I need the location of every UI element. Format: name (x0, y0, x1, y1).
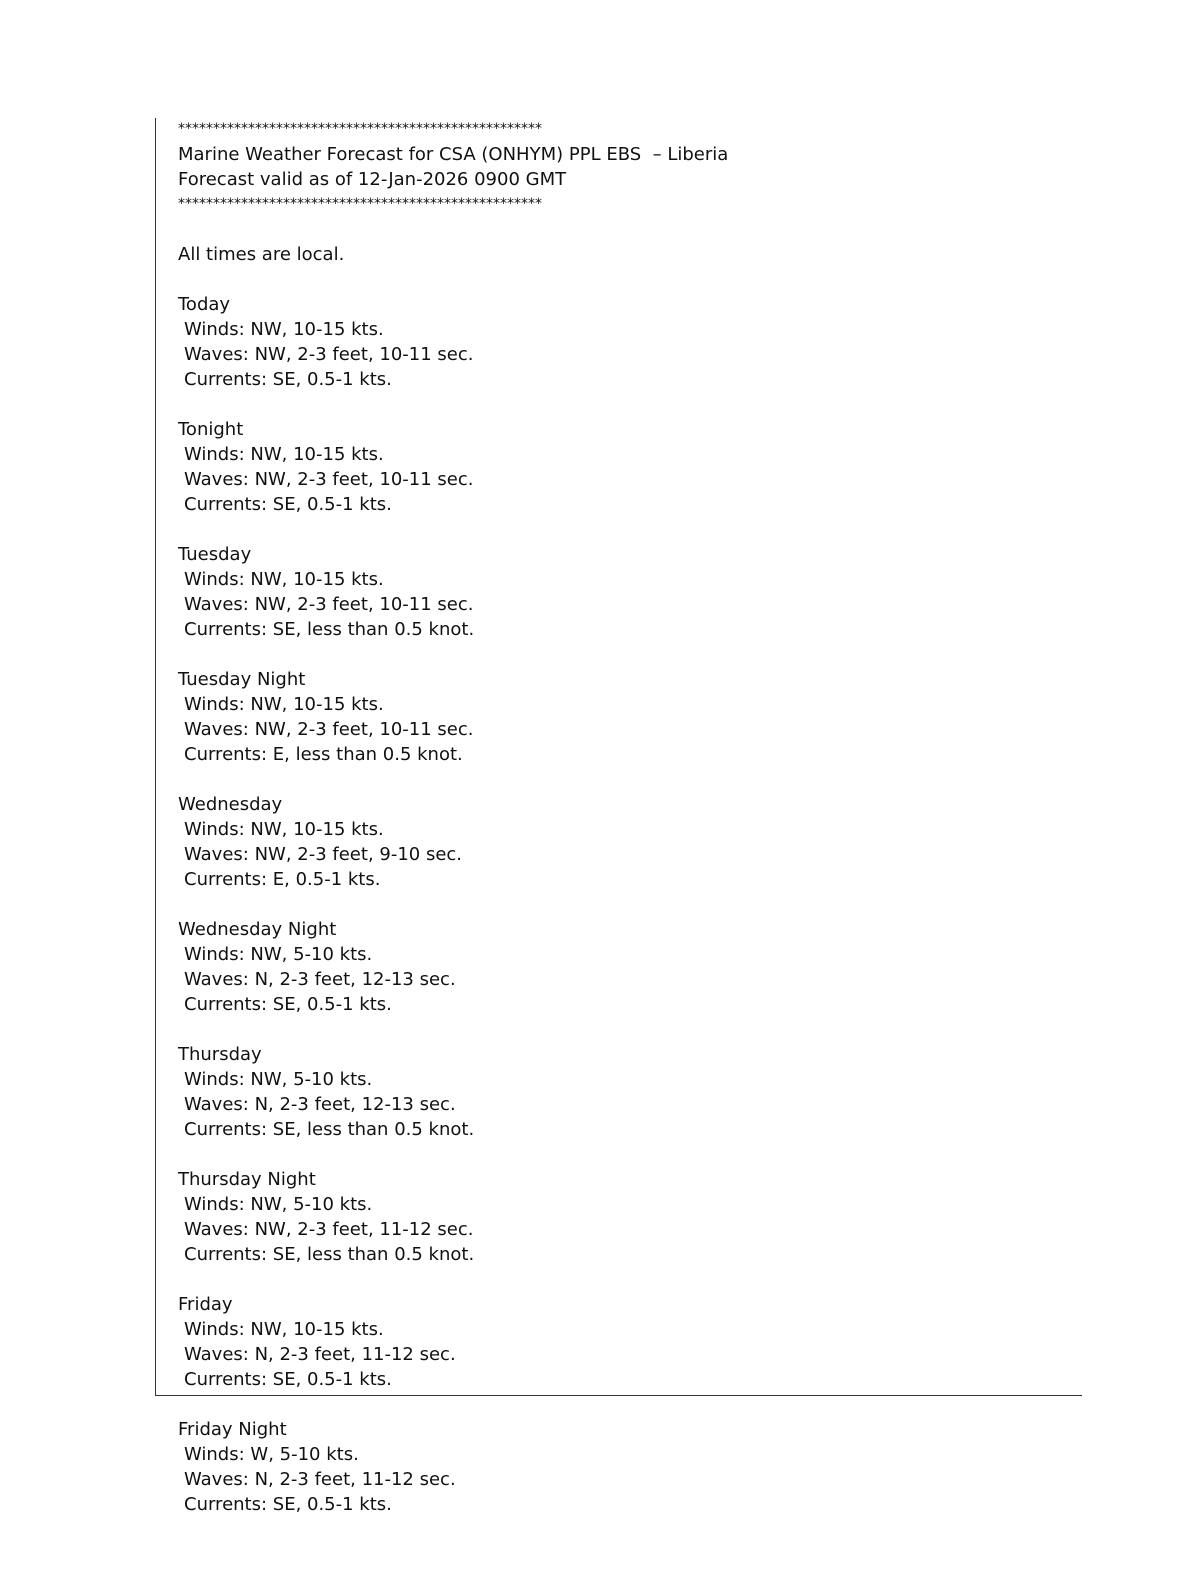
period-name: Thursday Night (178, 1169, 316, 1190)
spacer (178, 267, 1058, 292)
forecast-document (178, 117, 1058, 1542)
period-name: Wednesday (178, 794, 283, 815)
period-winds: Winds: NW, 5-10 kts. (184, 1194, 373, 1215)
times-note: All times are local. (178, 244, 345, 265)
period-name: Wednesday Night (178, 919, 337, 940)
period-waves: Waves: NW, 2-3 feet, 10-11 sec. (184, 594, 474, 615)
period-name: Tuesday Night (178, 669, 306, 690)
period-name: Thursday (178, 1044, 262, 1065)
period-waves: Waves: NW, 2-3 feet, 10-11 sec. (184, 719, 474, 740)
header-stars-top: **************************************************** (178, 121, 542, 137)
period-block-wednesday (178, 792, 1058, 892)
period-winds: Winds: NW, 5-10 kts. (184, 1069, 373, 1090)
period-currents: Currents: SE, 0.5-1 kts. (184, 369, 392, 390)
period-currents: Currents: SE, 0.5-1 kts. (184, 1369, 392, 1390)
period-waves: Waves: NW, 2-3 feet, 10-11 sec. (184, 469, 474, 490)
period-name: Tuesday (178, 544, 252, 565)
period-winds: Winds: W, 5-10 kts. (184, 1444, 359, 1465)
period-currents: Currents: SE, less than 0.5 knot. (184, 619, 475, 640)
period-currents: Currents: E, less than 0.5 knot. (184, 744, 463, 765)
period-waves: Waves: NW, 2-3 feet, 11-12 sec. (184, 1219, 474, 1240)
period-block-tuesday (178, 542, 1058, 642)
period-currents: Currents: SE, 0.5-1 kts. (184, 994, 392, 1015)
period-waves: Waves: N, 2-3 feet, 11-12 sec. (184, 1344, 456, 1365)
period-winds: Winds: NW, 5-10 kts. (184, 944, 373, 965)
period-block-tonight (178, 417, 1058, 517)
period-winds: Winds: NW, 10-15 kts. (184, 569, 384, 590)
period-block-thursday (178, 1042, 1058, 1142)
period-waves: Waves: NW, 2-3 feet, 10-11 sec. (184, 344, 474, 365)
period-name: Tonight (178, 419, 244, 440)
period-waves: Waves: N, 2-3 feet, 11-12 sec. (184, 1469, 456, 1490)
period-winds: Winds: NW, 10-15 kts. (184, 694, 384, 715)
period-winds: Winds: NW, 10-15 kts. (184, 444, 384, 465)
period-currents: Currents: SE, 0.5-1 kts. (184, 1494, 392, 1515)
period-block-tuesday-night (178, 667, 1058, 767)
period-block-today (178, 292, 1058, 392)
period-waves: Waves: N, 2-3 feet, 12-13 sec. (184, 969, 456, 990)
header-stars-bottom: **************************************************** (178, 196, 542, 212)
period-winds: Winds: NW, 10-15 kts. (184, 319, 384, 340)
period-currents: Currents: E, 0.5-1 kts. (184, 869, 381, 890)
period-currents: Currents: SE, less than 0.5 knot. (184, 1244, 475, 1265)
period-name: Friday (178, 1294, 233, 1315)
spacer (178, 217, 1058, 242)
period-block-wednesday-night (178, 917, 1058, 1017)
period-block-thursday-night (178, 1167, 1058, 1267)
forecast-valid-time: Forecast valid as of 12-Jan-2026 0900 GMT (178, 169, 567, 190)
period-waves: Waves: NW, 2-3 feet, 9-10 sec. (184, 844, 463, 865)
period-currents: Currents: SE, less than 0.5 knot. (184, 1119, 475, 1140)
forecast-title: Marine Weather Forecast for CSA (ONHYM) PPL EBS – Liberia (178, 144, 729, 165)
period-winds: Winds: NW, 10-15 kts. (184, 1319, 384, 1340)
period-block-friday-night (178, 1417, 1058, 1517)
period-currents: Currents: SE, 0.5-1 kts. (184, 494, 392, 515)
frame-left-border (155, 118, 156, 1396)
period-waves: Waves: N, 2-3 feet, 12-13 sec. (184, 1094, 456, 1115)
period-winds: Winds: NW, 10-15 kts. (184, 819, 384, 840)
period-name: Today (178, 294, 231, 315)
period-block-friday (178, 1292, 1058, 1392)
period-name: Friday Night (178, 1419, 287, 1440)
